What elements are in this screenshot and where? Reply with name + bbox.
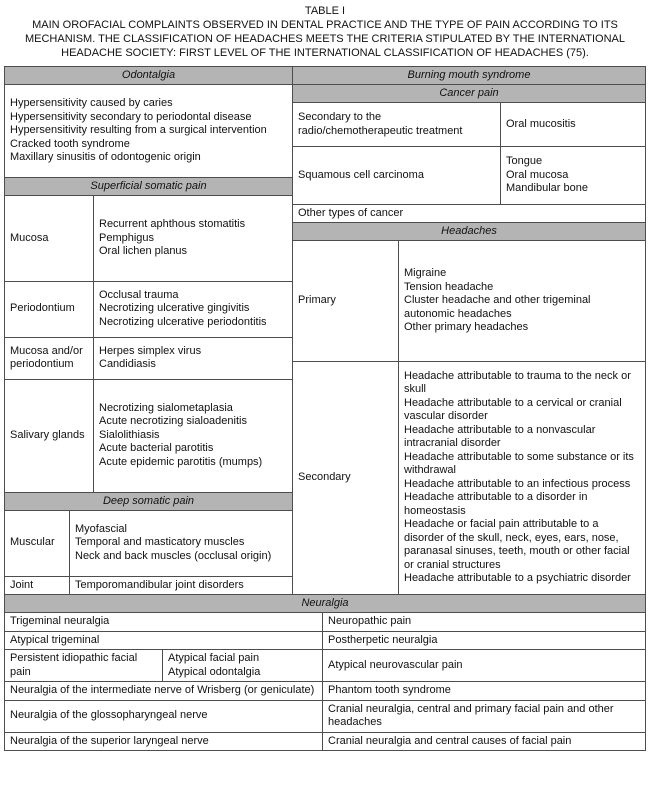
row-squamous-cell-carcinoma — [293, 147, 645, 204]
cell-line: Migraine — [404, 267, 447, 280]
cancer-effect-cell — [501, 103, 645, 146]
periodontium-items-cell — [94, 282, 292, 337]
neuralgia-right-cell: Cranial neuralgia and central causes of facial pain — [323, 733, 645, 751]
row-label-secondary: Secondary — [293, 362, 398, 594]
cell-line: Tension headache — [404, 280, 494, 293]
cell-line: Candidiasis — [99, 358, 156, 371]
cancer-cause-cell: Squamous cell carcinoma — [293, 147, 500, 204]
row-label-periodontium: Periodontium — [5, 282, 93, 337]
neuralgia-right-cell: Atypical neurovascular pain — [323, 650, 645, 681]
cancer-sites-cell — [501, 147, 645, 204]
cell-line: Headache attributable to a disorder in homeostasis — [404, 491, 588, 517]
cell-line: Recurrent aphthous stomatitis — [99, 218, 246, 231]
row-label-mucosa: Mucosa — [5, 196, 93, 281]
row-mucosa — [5, 196, 292, 281]
cell-line: Headache attributable to an infectious process — [404, 477, 631, 490]
cell-line: Occlusal trauma — [99, 288, 179, 301]
salivary-glands-items-cell — [94, 380, 292, 492]
neuralgia-row-superior-laryngeal — [5, 733, 645, 751]
primary-headaches-items-cell — [399, 241, 645, 361]
cell-line: Headache attributable to trauma to the neck or skull — [404, 369, 631, 396]
row-label-mucosa-periodontium: Mucosa and/or periodontium — [5, 338, 93, 379]
cell-line: Atypical facial pain — [168, 652, 260, 664]
section-header-neuralgia: Neuralgia — [5, 595, 645, 612]
muscular-items-cell — [70, 511, 292, 576]
row-primary-headaches — [293, 241, 645, 361]
cell-line: Hypersensitivity resulting from a surgical intervention — [10, 124, 267, 137]
persistent-idiopathic-cell: Persistent idiopathic facial pain — [5, 650, 162, 681]
cell-line: Headache attributable to a psychiatric disorder — [404, 572, 631, 585]
row-mucosa-periodontium — [5, 338, 292, 379]
right-column — [293, 67, 645, 594]
cell-line: Acute bacterial parotitis — [99, 442, 214, 455]
row-label-joint: Joint — [5, 577, 69, 595]
odontalgia-items-cell — [5, 85, 292, 177]
section-header-burning-mouth-syndrome: Burning mouth syndrome — [293, 67, 645, 84]
cell-line: Herpes simplex virus — [99, 344, 202, 357]
table-caption: MAIN OROFACIAL COMPLAINTS OBSERVED IN DENTAL PRACTICE AND THE TYPE OF PAIN ACCORDING TO ITS MECHANISM. THE CLASSIFICATION OF HEADACHES MEETS THE CRITERIA STIPULATED BY THE INTERNATIONAL HEADACHE SOCIETY: FIRST LEVEL OF THE INTERNATIONAL CLASSIFICATION OF HEADACHES (75). — [24, 19, 625, 59]
cell-line: Temporomandibular joint disorders — [75, 578, 244, 591]
cell-line: Sialolithiasis — [99, 428, 160, 441]
section-header-deep-somatic-pain: Deep somatic pain — [5, 493, 292, 510]
section-header-cancer-pain: Cancer pain — [293, 85, 645, 102]
row-periodontium — [5, 282, 292, 337]
neuralgia-row-persistent-idiopathic — [5, 650, 645, 681]
neuralgia-row-glossopharyngeal — [5, 701, 645, 732]
table-caption-block — [8, 4, 642, 60]
left-column — [5, 67, 292, 594]
section-header-odontalgia: Odontalgia — [5, 67, 292, 84]
cell-line: Hypersensitivity caused by caries — [10, 97, 173, 110]
cell-line: Cluster headache and other trigeminal autonomic headaches — [404, 294, 591, 320]
neuralgia-right-cell: Phantom tooth syndrome — [323, 682, 645, 700]
atypical-pain-items-cell — [163, 650, 322, 681]
row-secondary-headaches — [293, 362, 645, 594]
cell-line: Cracked tooth syndrome — [10, 137, 130, 150]
neuralgia-row-trigeminal — [5, 613, 645, 631]
row-muscular — [5, 511, 292, 576]
cell-line: Acute epidemic parotitis (mumps) — [99, 455, 263, 468]
cancer-cause-cell: Secondary to the radio/chemotherapeutic treatment — [293, 103, 500, 146]
neuralgia-left-cell: Trigeminal neuralgia — [5, 613, 322, 631]
cell-line: Headache attributable to a cervical or cranial vascular disorder — [404, 396, 622, 423]
cell-line: Mandibular bone — [506, 182, 588, 195]
row-joint — [5, 577, 292, 595]
neuralgia-right-cell: Cranial neuralgia, central and primary facial pain and other headaches — [323, 701, 645, 732]
neuralgia-row-atypical-trigeminal — [5, 632, 645, 650]
table-label: TABLE I — [304, 5, 346, 17]
neuralgia-left-cell: Neuralgia of the intermediate nerve of Wrisberg (or geniculate) — [5, 682, 322, 700]
neuralgia-left-split — [5, 650, 322, 681]
cell-line: Headache attributable to some substance or its withdrawal — [404, 450, 634, 477]
table-top-section — [5, 67, 645, 594]
cell-line: Atypical odontalgia — [168, 665, 261, 678]
row-label-muscular: Muscular — [5, 511, 69, 576]
mucosa-items-cell — [94, 196, 292, 281]
section-header-headaches: Headaches — [293, 223, 645, 240]
neuralgia-left-cell: Neuralgia of the superior laryngeal nerve — [5, 733, 322, 751]
neuralgia-right-cell: Postherpetic neuralgia — [323, 632, 645, 650]
cell-line: Pemphigus — [99, 231, 155, 244]
cell-line: Headache attributable to a nonvascular intracranial disorder — [404, 423, 596, 450]
cell-line: Necrotizing ulcerative periodontitis — [99, 315, 267, 328]
neuralgia-left-cell: Neuralgia of the glossopharyngeal nerve — [5, 701, 322, 732]
row-label-primary: Primary — [293, 241, 398, 361]
cell-line: Oral mucosa — [506, 168, 569, 181]
cell-line: Neck and back muscles (occlusal origin) — [75, 549, 272, 562]
cell-line: Myofascial — [75, 522, 127, 535]
section-header-superficial-somatic-pain: Superficial somatic pain — [5, 178, 292, 195]
secondary-headaches-items-cell — [399, 362, 645, 594]
joint-items-cell — [70, 577, 292, 595]
neuralgia-right-cell: Neuropathic pain — [323, 613, 645, 631]
other-types-of-cancer-cell: Other types of cancer — [293, 205, 645, 223]
neuralgia-left-cell: Atypical trigeminal — [5, 632, 322, 650]
cell-line: Hypersensitivity secondary to periodontal disease — [10, 110, 252, 123]
cell-line: Headache or facial pain attributable to a disorder of the skull, neck, eyes, ears, nose, paranasal sinuses, teeth, mouth or other facial or cranial structures — [404, 518, 630, 571]
cell-line: Acute necrotizing sialoadenitis — [99, 415, 247, 428]
orofacial-pain-table — [4, 66, 646, 751]
neuralgia-row-wrisberg — [5, 682, 645, 700]
cell-line: Necrotizing ulcerative gingivitis — [99, 302, 250, 315]
row-radio-chemo — [293, 103, 645, 146]
cell-line: Necrotizing sialometaplasia — [99, 401, 233, 414]
cell-line: Maxillary sinusitis of odontogenic origin — [10, 151, 201, 164]
row-label-salivary-glands: Salivary glands — [5, 380, 93, 492]
mucosa-periodontium-items-cell — [94, 338, 292, 379]
cell-line: Tongue — [506, 155, 543, 168]
cell-line: Oral lichen planus — [99, 245, 188, 258]
cell-line: Other primary headaches — [404, 321, 529, 334]
cell-line: Temporal and masticatory muscles — [75, 536, 245, 549]
row-salivary-glands — [5, 380, 292, 492]
cell-line: Oral mucositis — [506, 117, 576, 130]
